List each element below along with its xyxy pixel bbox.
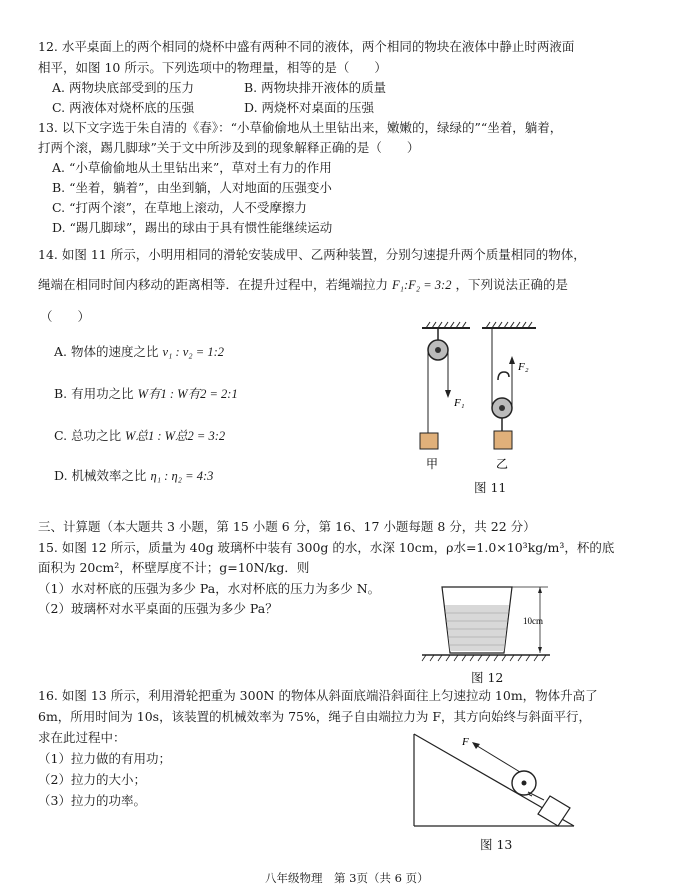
section-3-heading: 三、计算题（本大题共 3 小题，第 15 小题 6 分，第 16、17 小题每题 8 分，共 22 分） [38, 519, 536, 534]
q13-stem-line1: 13. 以下文字选于朱自清的《春》：“小草偷偷地从土里钻出来，嫩嫩的，绿绿的”“坐着，躺着， [38, 120, 563, 135]
q12-option-d: D. 两烧杯对桌面的压强 [244, 100, 375, 115]
q14-option-b-math: W有1 : W有2 = 2:1 [137, 387, 238, 401]
q16-sub-2: （2）拉力的大小； [38, 772, 146, 787]
q12-option-a: A. 两物块底部受到的压力 [52, 80, 194, 95]
q16-stem-line2: 6m，所用时间为 10s，该装置的机械效率为 75%，绳子自由端拉力为 F，其方向始终与斜面平行， [38, 709, 592, 724]
figure-11-caption: 图 11 [474, 480, 507, 495]
q14-option-b-text: B. 有用功之比 [54, 386, 138, 401]
q13-option-c: C. “打两个滚”，在草地上滚动，人不受摩擦力 [52, 200, 307, 215]
figure-13-caption: 图 13 [480, 837, 513, 852]
q14-answer-bracket: （ ） [40, 309, 91, 324]
q16-sub-3: （3）拉力的功率。 [38, 793, 146, 808]
q13-option-b: B. “坐着，躺着”，由坐到躺，人对地面的压强变小 [52, 180, 332, 195]
q14-option-c-text: C. 总功之比 [54, 428, 126, 443]
q14-option-d-text: D. 机械效率之比 [54, 468, 151, 483]
q13-option-a: A. “小草偷偷地从土里钻出来”，草对土有力的作用 [52, 160, 332, 175]
label-jia: 甲 [426, 457, 439, 471]
q15-sub-1: （1）水对杯底的压强为多少 Pa，水对杯底的压力为多少 N。 [38, 581, 381, 596]
q13-option-d: D. “踢几脚球”，踢出的球由于具有惯性能继续运动 [52, 220, 333, 235]
q14-option-c-math: W总1 : W总2 = 3:2 [125, 429, 226, 443]
figure-12 [420, 585, 570, 665]
q14-option-d [54, 467, 213, 485]
figure-12-caption: 图 12 [471, 670, 504, 685]
q14-stem-line1: 14. 如图 11 所示，小明用相同的滑轮安装成甲、乙两种装置，分别匀速提升两个质量相同的物体， [38, 247, 586, 262]
q14-option-a [54, 343, 224, 361]
page-footer: 八年级物理 第 3页（共 6 页） [265, 871, 429, 885]
q14-force-ratio: F₁:F₂ = 3:2 [391, 278, 452, 292]
q14-option-d-math: η₁ : η₂ = 4:3 [150, 469, 214, 483]
figure-13 [410, 730, 580, 830]
q12-stem-line1: 12. 水平桌面上的两个相同的烧杯中盛有两种不同的液体，两个相同的物块在液体中静止时两液面 [38, 39, 575, 54]
q14-option-a-math: v₁ : v₂ = 1:2 [162, 345, 225, 359]
q15-stem-line1: 15. 如图 12 所示，质量为 40g 玻璃杯中装有 300g 的水，水深 10cm，ρ水=1.0×10³kg/m³，杯的底 [38, 540, 615, 555]
q12-stem-line2: 相平，如图 10 所示。下列选项中的物理量，相等的是（ ） [38, 60, 387, 75]
label-yi: 乙 [496, 457, 509, 471]
q16-stem-line1: 16. 如图 13 所示，利用滑轮把重为 300N 的物体从斜面底端沿斜面往上匀速拉动 10m，物体升高了 [38, 688, 598, 703]
f1-label: F₁ [454, 397, 465, 409]
q12-option-c: C. 两液体对烧杯底的压强 [52, 100, 195, 115]
depth-label: 10cm [523, 616, 543, 626]
f2-label: F₂ [518, 361, 529, 373]
figure-11 [400, 318, 600, 488]
q16-stem-line3: 求在此过程中： [38, 730, 126, 745]
q14-stem-line2 [38, 276, 568, 294]
q12-option-b: B. 两物块排开液体的质量 [244, 80, 387, 95]
q14-option-a-text: A. 物体的速度之比 [54, 344, 163, 359]
force-f-label: F [462, 736, 469, 748]
q13-stem-line2: 打两个滚，踢几脚球”关于文中所涉及到的现象解释正确的是（ ） [38, 140, 420, 155]
q15-stem-line2: 面积为 20cm²，杯壁厚度不计；g=10N/kg．则 [38, 560, 310, 575]
q15-sub-2: （2）玻璃杯对水平桌面的压强为多少 Pa？ [38, 601, 278, 616]
q16-sub-1: （1）拉力做的有用功； [38, 751, 171, 766]
q14-stem-text: 绳端在相同时间内移动的距离相等．在提升过程中，若绳端拉力 [38, 277, 392, 292]
q14-option-c [54, 427, 225, 445]
q14-option-b [54, 385, 238, 403]
q14-stem-text-end: ，下列说法正确的是 [451, 277, 568, 292]
